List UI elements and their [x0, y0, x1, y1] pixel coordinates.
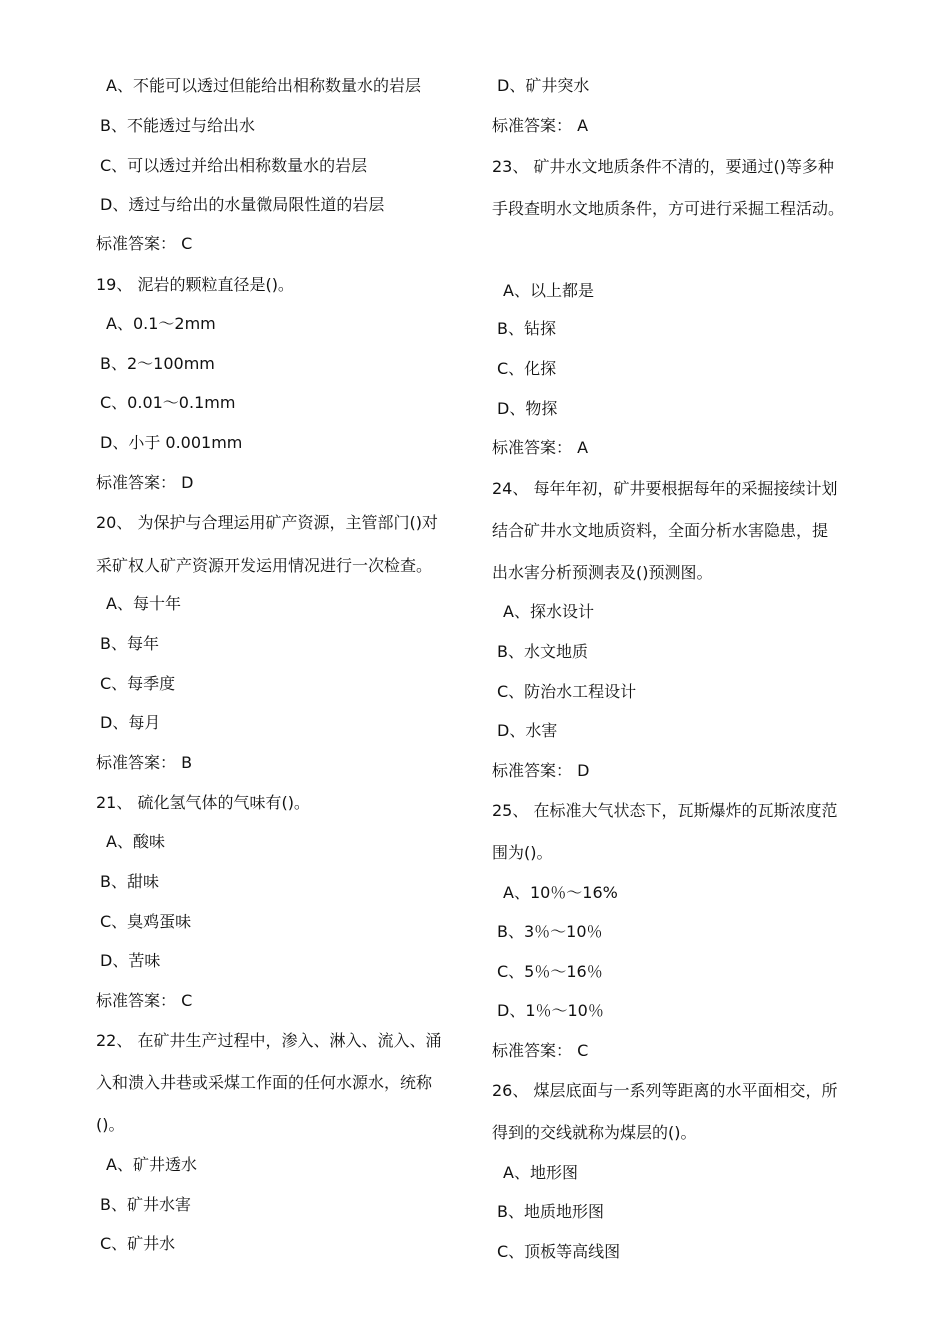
option-line: D、每月 [100, 713, 161, 732]
answer-line: 标准答案： C [96, 991, 193, 1010]
option-line: D、物探 [497, 399, 558, 418]
option-line: B、不能透过与给出水 [100, 116, 255, 135]
question-text: 23、 矿井水文地质条件不清的，要通过()等多种 [492, 157, 834, 176]
question-text: 24、 每年年初，矿井要根据每年的采掘接续计划 [492, 479, 838, 498]
option-line: A、0.1～2mm [106, 314, 216, 333]
question-text: 19、 泥岩的颗粒直径是()。 [96, 275, 294, 294]
question-text: 采矿权人矿产资源开发运用情况进行一次检查。 [96, 556, 433, 575]
option-line: C、每季度 [100, 674, 176, 693]
question-text: 得到的交线就称为煤层的()。 [492, 1123, 697, 1142]
answer-line: 标准答案： C [492, 1041, 589, 1060]
option-line: C、顶板等高线图 [497, 1242, 621, 1261]
option-line: C、矿井水 [100, 1234, 176, 1253]
option-line: A、探水设计 [503, 602, 594, 621]
option-line: C、臭鸡蛋味 [100, 912, 192, 931]
question-text: 21、 硫化氢气体的气味有()。 [96, 793, 310, 812]
question-text: 入和溃入井巷或采煤工作面的任何水源水，统称 [96, 1073, 433, 1092]
option-line: A、10％～16% [503, 883, 618, 902]
option-line: A、矿井透水 [106, 1155, 197, 1174]
question-text: ()。 [96, 1115, 125, 1134]
question-text: 25、 在标准大气状态下，瓦斯爆炸的瓦斯浓度范 [492, 801, 838, 820]
answer-line: 标准答案： C [96, 234, 193, 253]
option-line: A、每十年 [106, 594, 181, 613]
option-line: B、地质地形图 [497, 1202, 604, 1221]
option-line: D、小于 0.001mm [100, 433, 243, 452]
option-line: D、1％～10％ [497, 1001, 604, 1020]
option-line: C、化探 [497, 359, 557, 378]
option-line: C、可以透过并给出相称数量水的岩层 [100, 156, 368, 175]
question-text: 20、 为保护与合理运用矿产资源，主管部门()对 [96, 513, 438, 532]
option-line: B、水文地质 [497, 642, 588, 661]
answer-line: 标准答案： A [492, 116, 589, 135]
question-text: 手段查明水文地质条件，方可进行采掘工程活动。 [492, 199, 845, 218]
answer-line: 标准答案： D [96, 473, 194, 492]
option-line: D、苦味 [100, 951, 161, 970]
option-line: B、钻探 [497, 319, 556, 338]
question-text: 26、 煤层底面与一系列等距离的水平面相交，所 [492, 1081, 838, 1100]
option-line: C、5％～16％ [497, 962, 603, 981]
answer-line: 标准答案： B [96, 753, 193, 772]
answer-line: 标准答案： A [492, 438, 589, 457]
option-line: B、矿井水害 [100, 1195, 191, 1214]
question-text: 围为()。 [492, 843, 553, 862]
answer-line: 标准答案： D [492, 761, 590, 780]
option-line: B、每年 [100, 634, 159, 653]
option-line: D、矿井突水 [497, 76, 590, 95]
option-line: B、甜味 [100, 872, 159, 891]
question-text: 出水害分析预测表及()预测图。 [492, 563, 713, 582]
question-text: 22、 在矿井生产过程中，渗入、淋入、流入、涌 [96, 1031, 442, 1050]
option-line: C、防治水工程设计 [497, 682, 637, 701]
option-line: D、透过与给出的水量微局限性道的岩层 [100, 195, 385, 214]
option-line: B、3％～10％ [497, 922, 603, 941]
option-line: A、以上都是 [503, 281, 594, 300]
question-text: 结合矿井水文地质资料，全面分析水害隐患，提 [492, 521, 829, 540]
option-line: A、地形图 [503, 1163, 578, 1182]
option-line: A、不能可以透过但能给出相称数量水的岩层 [106, 76, 421, 95]
option-line: D、水害 [497, 721, 558, 740]
option-line: B、2～100mm [100, 354, 215, 373]
option-line: C、0.01～0.1mm [100, 393, 236, 412]
option-line: A、酸味 [106, 832, 165, 851]
